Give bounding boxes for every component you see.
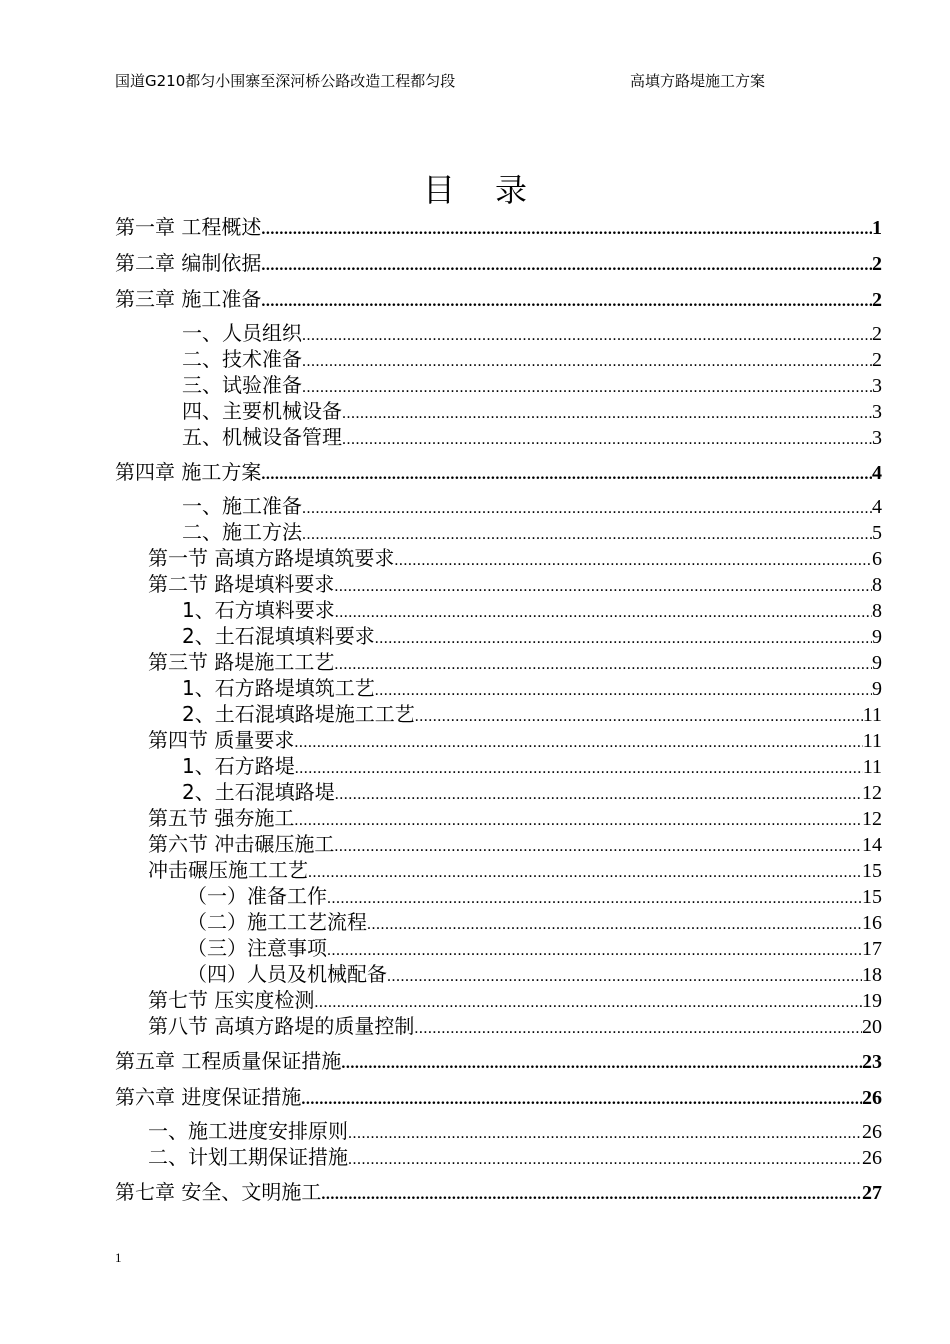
toc-entry-page-number: 12: [862, 808, 882, 830]
toc-entry-label: 2、土石混填路堤: [182, 780, 335, 804]
toc-entry-label: 2、土石混填路堤施工工艺: [182, 702, 415, 726]
toc-leader-dots: [348, 1147, 862, 1173]
toc-entry-label: 四、主要机械设备: [182, 399, 342, 423]
toc-entry[interactable]: [115, 320, 882, 346]
toc-title: 目录: [422, 171, 567, 209]
toc-entry-label: 五、机械设备管理: [182, 425, 342, 449]
toc-entry-page-number: 2: [872, 349, 882, 371]
toc-entry[interactable]: [115, 398, 882, 424]
toc-leader-dots: [327, 886, 862, 912]
toc-entry[interactable]: [115, 493, 882, 519]
toc-entry-label: （四）人员及机械配备: [187, 962, 387, 986]
toc-leader-dots: [342, 401, 872, 427]
toc-entry-page-number: 9: [872, 626, 882, 648]
toc-entry-page-number: 23: [862, 1051, 882, 1073]
toc-entry-page-number: 20: [862, 1016, 882, 1038]
toc-leader-dots: [308, 860, 862, 886]
toc-entry[interactable]: [115, 519, 882, 545]
toc-entry[interactable]: [115, 1144, 882, 1170]
toc-leader-dots: [375, 678, 872, 704]
toc-leader-dots: [327, 938, 862, 964]
toc-leader-dots: [321, 1182, 862, 1208]
toc-entry-page-number: 11: [862, 704, 882, 726]
toc-entry-label: 三、试验准备: [182, 373, 302, 397]
toc-leader-dots: [414, 1016, 862, 1042]
toc-entry-page-number: 2: [872, 253, 882, 275]
table-of-contents: [115, 214, 882, 1205]
toc-leader-dots: [261, 253, 872, 279]
toc-entry[interactable]: [115, 987, 882, 1013]
toc-entry-label: 第一章 工程概述: [115, 215, 262, 239]
toc-entry[interactable]: [115, 1013, 882, 1039]
toc-entry-label: 一、施工准备: [182, 494, 302, 518]
toc-chapter-entry[interactable]: [115, 1048, 882, 1074]
header-document-title: 高填方路堤施工方案: [630, 72, 766, 90]
footer-page-number: 1: [115, 1250, 122, 1265]
toc-leader-dots: [334, 834, 862, 860]
toc-entry-page-number: 3: [872, 375, 882, 397]
toc-entry-page-number: 2: [872, 323, 882, 345]
toc-entry[interactable]: [115, 372, 882, 398]
toc-entry-page-number: 2: [872, 289, 882, 311]
toc-entry-page-number: 26: [862, 1087, 882, 1109]
toc-leader-dots: [342, 427, 872, 453]
toc-entry[interactable]: [115, 831, 882, 857]
toc-entry-label: 1、石方路堤: [182, 754, 295, 778]
toc-entry[interactable]: [115, 883, 882, 909]
toc-leader-dots: [335, 600, 872, 626]
toc-entry-label: 第六节 冲击碾压施工: [148, 832, 335, 856]
toc-entry-page-number: 11: [862, 730, 882, 752]
toc-entry[interactable]: [115, 1118, 882, 1144]
toc-entry-label: 1、石方路堤填筑工艺: [182, 676, 375, 700]
toc-entry-page-number: 12: [862, 782, 882, 804]
toc-entry-page-number: 6: [872, 548, 882, 570]
toc-entry[interactable]: [115, 779, 882, 805]
toc-leader-dots: [261, 289, 872, 315]
toc-leader-dots: [348, 1121, 862, 1147]
toc-leader-dots: [302, 349, 872, 375]
toc-leader-dots: [341, 1051, 862, 1077]
toc-leader-dots: [334, 574, 872, 600]
toc-entry-page-number: 4: [872, 462, 882, 484]
toc-entry[interactable]: [115, 649, 882, 675]
toc-entry-label: （二）施工工艺流程: [187, 910, 367, 934]
toc-entry-page-number: 18: [862, 964, 882, 986]
toc-entry[interactable]: [115, 961, 882, 987]
toc-entry-page-number: 26: [862, 1121, 882, 1143]
toc-leader-dots: [261, 462, 872, 488]
toc-chapter-entry[interactable]: [115, 286, 882, 312]
toc-entry-label: 第七章 安全、文明施工: [115, 1180, 322, 1204]
toc-entry-label: 冲击碾压施工工艺: [148, 858, 308, 882]
toc-leader-dots: [335, 782, 862, 808]
toc-entry-page-number: 11: [862, 756, 882, 778]
toc-entry-label: 第四节 质量要求: [148, 728, 295, 752]
toc-leader-dots: [375, 626, 872, 652]
toc-entry-label: 一、施工进度安排原则: [148, 1119, 348, 1143]
toc-entry-page-number: 3: [872, 427, 882, 449]
toc-entry-label: 1、石方填料要求: [182, 598, 335, 622]
toc-entry-page-number: 26: [862, 1147, 882, 1169]
toc-entry-label: 第三节 路堤施工工艺: [148, 650, 335, 674]
toc-entry-label: 二、计划工期保证措施: [148, 1145, 348, 1169]
toc-entry[interactable]: [115, 623, 882, 649]
toc-entry[interactable]: [115, 805, 882, 831]
header-project-name: 国道G210都匀小围寨至深河桥公路改造工程都匀段: [115, 72, 456, 90]
toc-entry[interactable]: [115, 346, 882, 372]
toc-entry[interactable]: [115, 597, 882, 623]
toc-leader-dots: [415, 704, 863, 730]
toc-entry-label: 第一节 高填方路堤填筑要求: [148, 546, 395, 570]
toc-leader-dots: [294, 808, 862, 834]
page-header: [115, 70, 835, 92]
toc-entry-label: 第八节 高填方路堤的质量控制: [148, 1014, 415, 1038]
toc-entry-page-number: 4: [872, 496, 882, 518]
toc-entry[interactable]: [115, 753, 882, 779]
toc-entry[interactable]: [115, 424, 882, 450]
toc-entry-label: 一、人员组织: [182, 321, 302, 345]
toc-entry-page-number: 8: [872, 600, 882, 622]
toc-leader-dots: [302, 375, 872, 401]
toc-entry-page-number: 5: [872, 522, 882, 544]
toc-leader-dots: [394, 548, 872, 574]
toc-leader-dots: [302, 323, 872, 349]
toc-entry-page-number: 14: [862, 834, 882, 856]
toc-entry-label: （三）注意事项: [187, 936, 327, 960]
toc-entry[interactable]: [115, 935, 882, 961]
toc-entry-page-number: 16: [862, 912, 882, 934]
toc-entry[interactable]: [115, 701, 882, 727]
toc-entry-label: （一）准备工作: [187, 884, 327, 908]
toc-leader-dots: [302, 496, 872, 522]
toc-entry-page-number: 9: [872, 652, 882, 674]
toc-entry-label: 第三章 施工准备: [115, 287, 262, 311]
toc-entry-label: 第二节 路堤填料要求: [148, 572, 335, 596]
toc-entry-label: 第七节 压实度检测: [148, 988, 315, 1012]
toc-leader-dots: [367, 912, 862, 938]
toc-chapter-entry[interactable]: [115, 1179, 882, 1205]
toc-leader-dots: [261, 217, 872, 243]
toc-entry-label: 第二章 编制依据: [115, 251, 262, 275]
toc-leader-dots: [334, 652, 872, 678]
toc-leader-dots: [387, 964, 862, 990]
toc-chapter-entry[interactable]: [115, 1084, 882, 1110]
toc-entry-label: 二、施工方法: [182, 520, 302, 544]
toc-entry-page-number: 27: [862, 1182, 882, 1204]
toc-entry-page-number: 3: [872, 401, 882, 423]
toc-entry[interactable]: [115, 727, 882, 753]
toc-entry-label: 第五章 工程质量保证措施: [115, 1049, 342, 1073]
toc-entry-page-number: 8: [872, 574, 882, 596]
toc-entry-label: 二、技术准备: [182, 347, 302, 371]
toc-entry[interactable]: [115, 909, 882, 935]
toc-entry-label: 第六章 进度保证措施: [115, 1085, 302, 1109]
toc-entry-label: 第四章 施工方案: [115, 460, 262, 484]
toc-entry[interactable]: [115, 675, 882, 701]
toc-entry-page-number: 1: [872, 217, 882, 239]
toc-entry[interactable]: [115, 545, 882, 571]
toc-leader-dots: [301, 1087, 862, 1113]
toc-entry-page-number: 15: [862, 860, 882, 882]
toc-entry[interactable]: [115, 571, 882, 597]
toc-entry[interactable]: [115, 857, 882, 883]
toc-entry-page-number: 19: [862, 990, 882, 1012]
toc-chapter-entry[interactable]: [115, 250, 882, 276]
toc-chapter-entry[interactable]: [115, 459, 882, 485]
toc-entry-page-number: 17: [862, 938, 882, 960]
toc-chapter-entry[interactable]: [115, 214, 882, 240]
toc-entry-page-number: 9: [872, 678, 882, 700]
toc-entry-label: 2、土石混填填料要求: [182, 624, 375, 648]
toc-leader-dots: [295, 756, 863, 782]
toc-leader-dots: [294, 730, 862, 756]
toc-entry-label: 第五节 强夯施工: [148, 806, 295, 830]
toc-entry-page-number: 15: [862, 886, 882, 908]
